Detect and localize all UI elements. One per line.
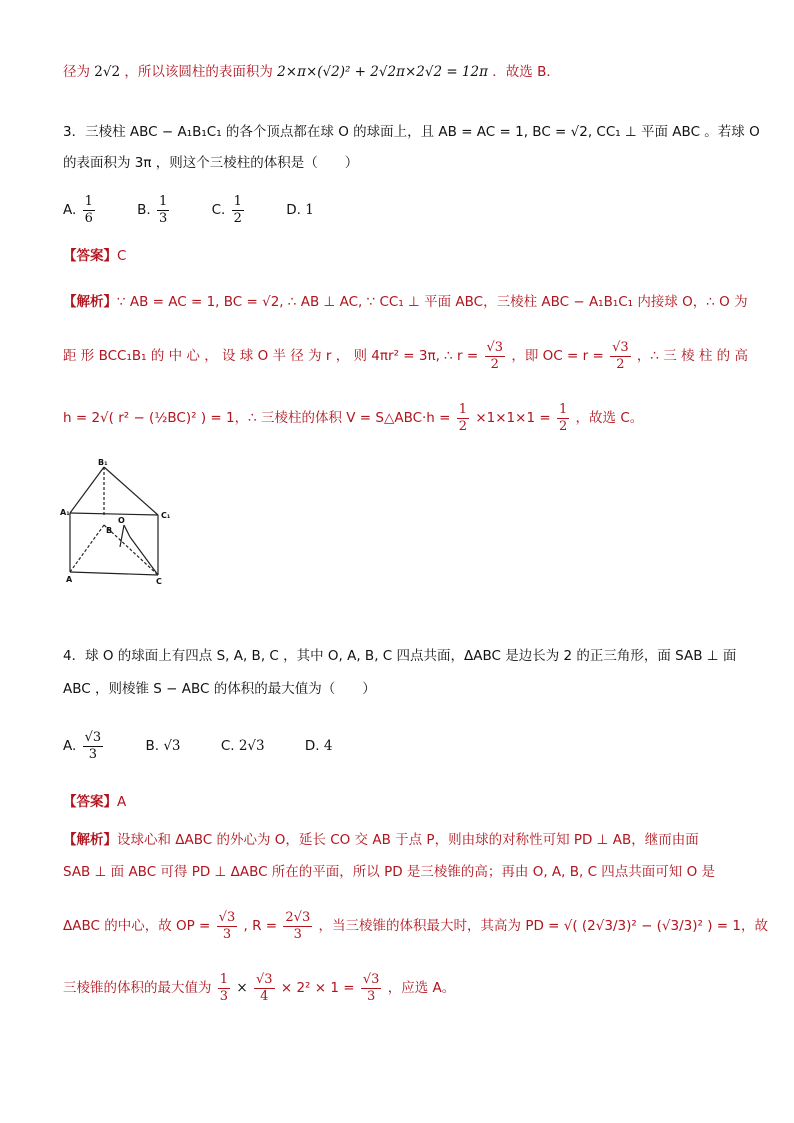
fraction (361, 972, 382, 1005)
q4-stem-line1: 4．球 O 的球面上有四点 S, A, B, C ，其中 O, A, B, C 四点共面，ΔABC 是边长为 2 的正三角形，面 SAB ⊥ 面 (63, 648, 737, 664)
analysis-text: ×1×1×1 = (475, 410, 551, 426)
analysis-text: ΔABC 的中心，故 OP = (63, 918, 211, 934)
fraction (283, 910, 312, 943)
q4-option-d[interactable] (305, 726, 333, 766)
q3-option-b[interactable] (137, 190, 171, 230)
fraction (557, 402, 569, 435)
q4-option-a[interactable] (63, 726, 105, 766)
label-o: O (118, 516, 125, 525)
analysis-text: ，故选 C。 (575, 410, 644, 426)
option-label: A. (63, 202, 77, 218)
denominator: 2 (458, 418, 468, 434)
fraction (218, 972, 230, 1005)
denominator: 2 (558, 418, 568, 434)
analysis-text: × 2² × 1 = (280, 980, 355, 996)
segment-o (124, 525, 130, 537)
fraction (254, 972, 275, 1005)
numerator: √3 (486, 339, 504, 355)
q4-answer (63, 792, 126, 812)
q3-stem-line2: 的表面积为 3π ，则这个三棱柱的体积是（ ） (63, 155, 359, 171)
q3-option-d[interactable] (286, 190, 314, 230)
option-label: B. (137, 202, 151, 218)
q4-stem-line2: ABC ，则棱锥 S − ABC 的体积的最大值为（ ） (63, 681, 376, 697)
label-b: B (106, 526, 113, 535)
option-label: C. (220, 738, 235, 754)
answer-tag: 【答案】 (63, 248, 117, 264)
denominator: 3 (219, 988, 229, 1004)
numerator: 1 (84, 193, 93, 209)
q4-analysis-line3 (63, 906, 768, 946)
surface-area-expression: 2×π×(√2)² + 2√2π×2√2 = 12π (277, 64, 488, 80)
q4-options (63, 726, 368, 766)
analysis-text: ∵ AB = AC = 1, BC = √2, ∴ AB ⊥ AC, ∵ CC₁ ⊥ 平面 ABC，三棱柱 ABC − A₁B₁C₁ 内接球 O，∴ O 为 (117, 294, 748, 310)
q4-analysis-line2 (63, 862, 715, 882)
analysis-tag: 【解析】 (63, 832, 117, 848)
q3-analysis-line2 (63, 336, 748, 376)
answer-value: A (117, 794, 127, 810)
analysis-text: , R = (243, 918, 278, 934)
analysis-text: 设球心和 ΔABC 的外心为 O，延长 CO 交 AB 于点 P，则由球的对称性可知 PD ⊥ AB，继而由面 (117, 832, 699, 848)
analysis-text: ，∴ 三 棱 柱 的 高 (636, 348, 748, 364)
numerator: √3 (612, 339, 629, 355)
numerator: 1 (458, 401, 468, 417)
analysis-text: 距 形 BCC₁B₁ 的 中 心 ， 设 球 O 半 径 为 r ， 则 4πr² = 3π, ∴ r = (63, 348, 479, 364)
fraction (232, 194, 244, 227)
numerator: √3 (84, 729, 102, 745)
denominator: 6 (84, 210, 93, 226)
q4-option-b[interactable] (145, 726, 180, 766)
edge-b1-c1 (104, 467, 158, 515)
denominator: 3 (361, 988, 382, 1005)
analysis-text: 三棱锥的体积的最大值为 (63, 980, 212, 996)
analysis-text: ，应选 A。 (387, 980, 456, 996)
text-prefix: 径为 (63, 64, 90, 80)
analysis-text: h = 2√( r² − (½BC)² ) = 1，∴ 三棱柱的体积 V = S△ABC·h = (63, 410, 451, 426)
numerator: 1 (219, 971, 229, 987)
q3-option-a[interactable] (63, 190, 97, 230)
fraction (157, 194, 169, 227)
numerator: 2√3 (285, 909, 311, 925)
label-c: C (156, 577, 162, 585)
text-middle: ，所以该圆柱的表面积为 (124, 64, 273, 80)
q3-options (63, 190, 350, 230)
option-value: 2√3 (238, 738, 265, 754)
analysis-text: ，即 OC = r = (511, 348, 604, 364)
answer-value: C (117, 248, 127, 264)
analysis-tag: 【解析】 (63, 294, 117, 310)
fraction (610, 340, 631, 373)
segment-oc (130, 537, 158, 575)
edge-a1-c1 (70, 513, 158, 515)
q3-option-c[interactable] (212, 190, 246, 230)
label-a: A (66, 575, 73, 584)
numerator: √3 (218, 909, 236, 925)
option-value: √3 (163, 738, 181, 754)
label-a1: A₁ (60, 508, 70, 517)
q3-analysis-line1 (63, 292, 748, 312)
fraction (457, 402, 469, 435)
fraction (83, 194, 95, 227)
denominator: 2 (485, 356, 506, 373)
edge-b-a (70, 525, 104, 572)
fraction (485, 340, 506, 373)
denominator: 4 (254, 988, 275, 1005)
denominator: 3 (83, 746, 104, 763)
numerator: 1 (159, 193, 168, 209)
edge-b1-a1 (70, 467, 104, 513)
fraction (217, 910, 238, 943)
denominator: 2 (610, 356, 631, 373)
option-label: A. (63, 738, 77, 754)
radius-value: 2√2 (94, 64, 121, 80)
solution-continuation (63, 62, 560, 82)
option-label: D. (286, 202, 301, 218)
option-label: C. (211, 202, 226, 218)
numerator: √3 (362, 971, 380, 987)
option-label: B. (145, 738, 160, 754)
numerator: 1 (233, 193, 242, 209)
denominator: 3 (159, 210, 168, 226)
q4-option-c[interactable] (221, 726, 265, 766)
option-value: 1 (305, 202, 314, 218)
denominator: 2 (233, 210, 242, 226)
q4-analysis-line1 (63, 830, 699, 850)
numerator: √3 (255, 971, 273, 987)
edge-a-c (70, 572, 158, 575)
option-value: 4 (323, 738, 333, 754)
text-end: ．故选 B． (492, 64, 560, 80)
denominator: 3 (283, 926, 312, 943)
analysis-text: ，当三棱锥的体积最大时，其高为 PD = √( (2√3/3)² − (√3/3)² ) = 1，故 (318, 918, 768, 934)
analysis-text: SAB ⊥ 面 ABC 可得 PD ⊥ ΔABC 所在的平面，所以 PD 是三棱锥的高；再由 O, A, B, C 四点共面可知 O 是 (63, 864, 716, 880)
q3-answer (63, 246, 126, 266)
denominator: 3 (217, 926, 238, 943)
option-label: D. (304, 738, 320, 754)
numerator: 1 (558, 401, 568, 417)
answer-tag: 【答案】 (63, 794, 117, 810)
q3-stem-line1: 3．三棱柱 ABC − A₁B₁C₁ 的各个顶点都在球 O 的球面上，且 AB = AC = 1, BC = √2, CC₁ ⊥ 平面 ABC 。若球 O (63, 124, 760, 140)
q4-analysis-line4: 三棱锥的体积的最大值为 $\frac{1}{3}$ × $\frac{√3}{4}$ × 2² × 1 = $\frac{√3}{3}$ ，应选 A。 (63, 971, 456, 1004)
fraction (83, 730, 104, 763)
label-c1: C₁ (161, 511, 171, 520)
prism-diagram (58, 455, 178, 585)
q3-analysis-line3 (63, 398, 643, 438)
label-b1: B₁ (98, 458, 108, 467)
